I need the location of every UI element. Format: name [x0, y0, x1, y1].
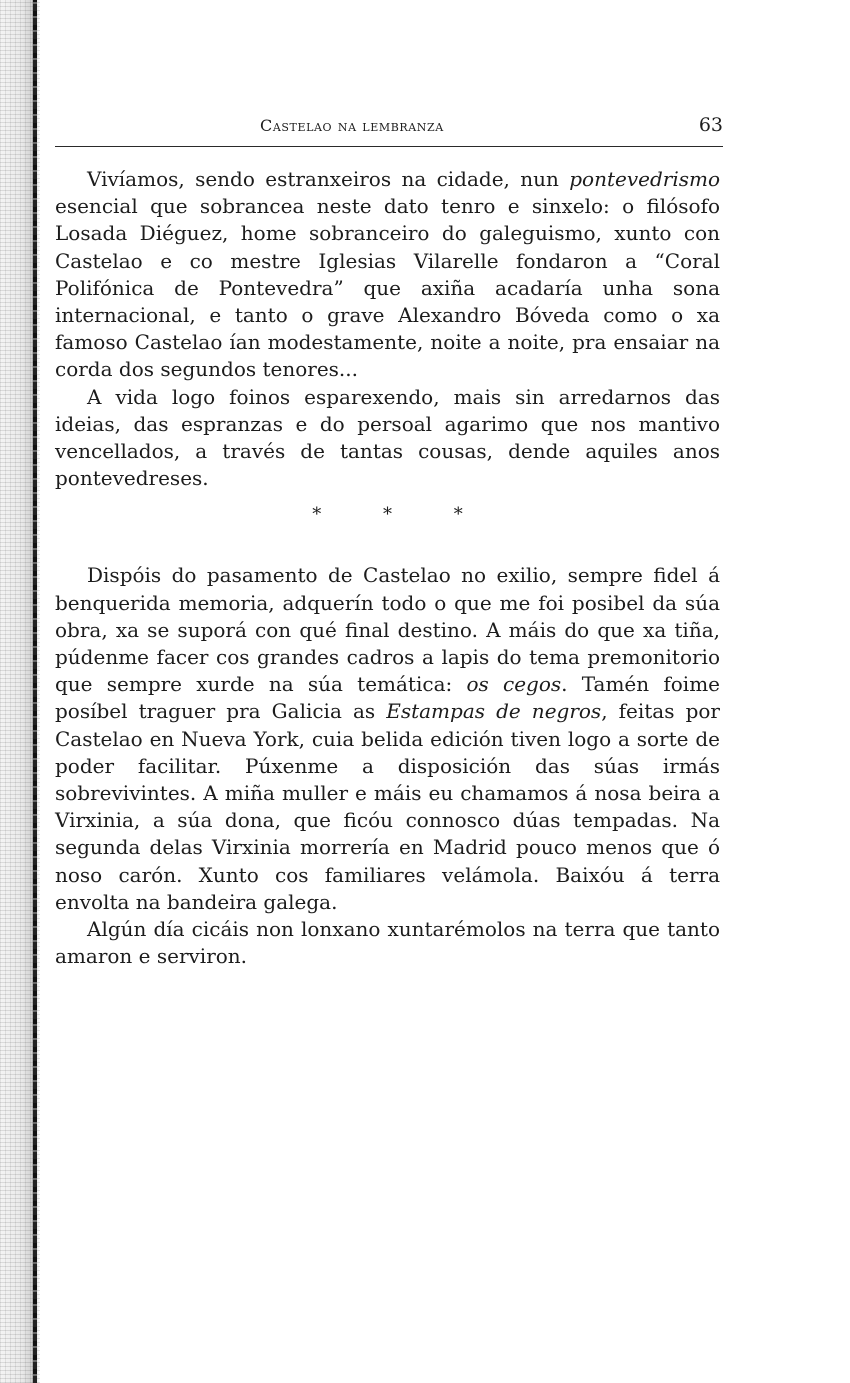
paragraph: Vivíamos, sendo estranxeiros na cidade, nun pontevedrismo esencial que sobrancea neste dato tenro e sinxelo: o filósofo Losada Diéguez, home sobranceiro do galeguismo, xunto con Castelao e co mestre Iglesias Vilarelle fondaron a “Coral Polifónica de Pontevedra” que axiña acadaría unha sona internacional, e tanto o grave Alexandro Bóveda como o xa famoso Castelao ían modestamente, noite a noite, pra ensaiar na corda dos segundos tenores... — [55, 167, 720, 382]
emphasis: Estampas de negros — [386, 699, 602, 724]
emphasis: pontevedrismo — [569, 167, 720, 191]
emphasis: os cegos — [466, 672, 562, 697]
body-text — [55, 166, 720, 970]
running-head: Castelao na lembranza — [260, 116, 444, 135]
page-number: 63 — [698, 114, 723, 136]
paragraph: A vida logo foinos esparexendo, mais sin arredarnos das ideias, das espranzas e do persoal agarimo que nos mantivo vencellados, a través de tantas cousas, dende aquiles anos pontevedreses. — [55, 384, 720, 491]
paragraph: Algún día cicáis non lonxano xuntarémolos na terra que tanto amaron e serviron. — [55, 917, 720, 969]
header-rule — [55, 146, 723, 147]
binding-shadow — [33, 0, 37, 1383]
section-break: * * * — [312, 504, 491, 526]
page-header — [55, 112, 723, 142]
paragraph: Dispóis do pasamento de Castelao no exilio, sempre fidel á benquerida memoria, adquerín todo o que me foi posibel da súa obra, xa se suporá con qué final destino. A máis do que xa tiña, púdenme facer cos grandes cadros a lapis do tema premonitorio que sempre xurde na súa temática: os cegos. Tamén foime posíbel traguer pra Galicia as Estampas de negros, feitas por Castelao en Nueva York, cuia belida edición tiven logo a sorte de poder facilitar. Púxenme a disposición das súas irmás sobrevivintes. A miña muller e máis eu chamamos á nosa beira a Virxinia, a súa dona, que ficóu connosco dúas tempadas. Na segunda delas Virxinia morrería en Madrid pouco menos que ó noso carón. Xunto cos familiares velámola. Baixóu á terra envolta na bandeira galega. — [55, 563, 721, 914]
